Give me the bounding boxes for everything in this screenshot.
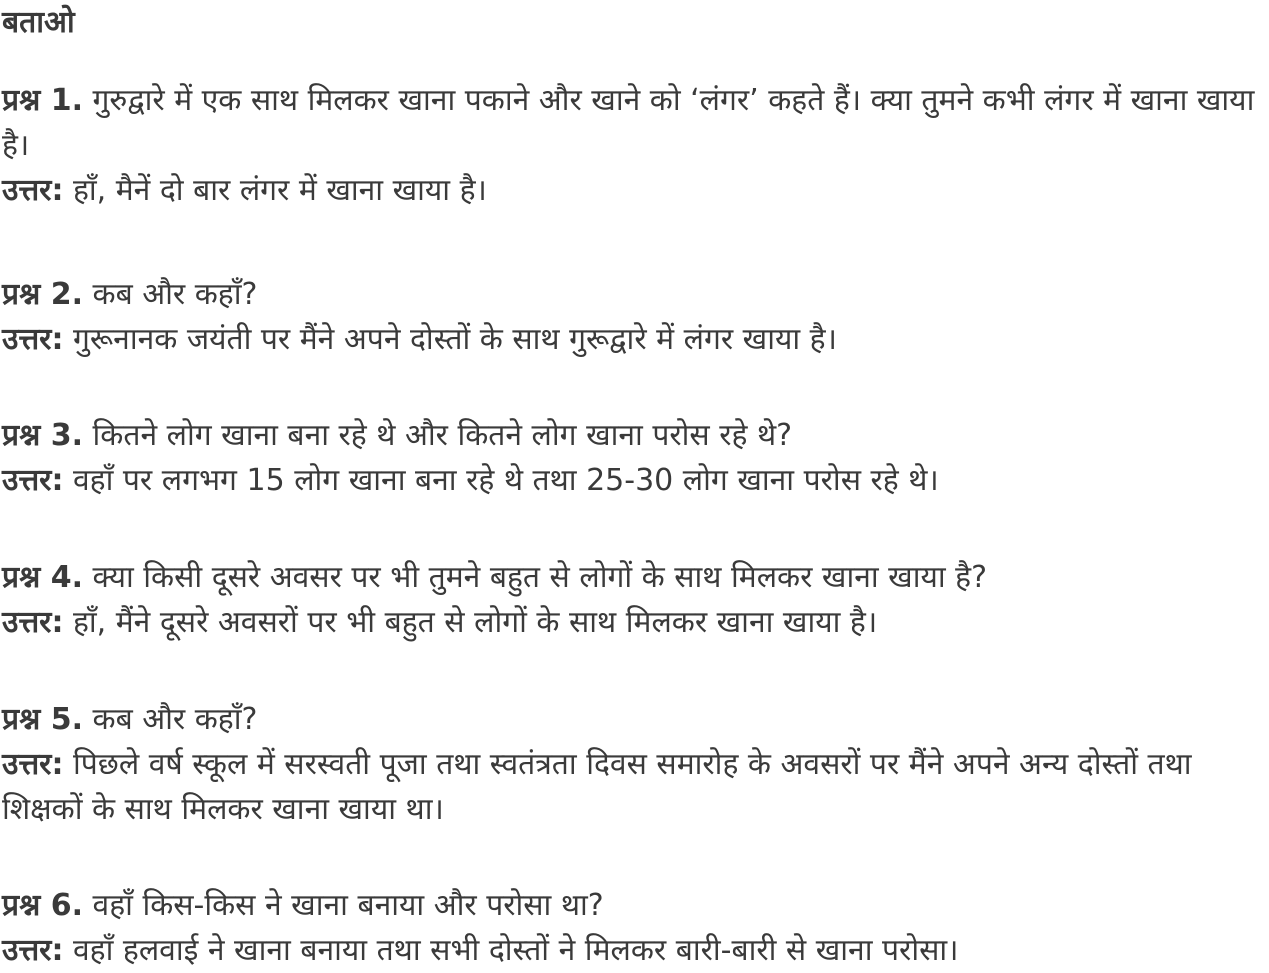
question-label: प्रश्न 1. — [2, 83, 83, 118]
question-label: प्रश्न 3. — [2, 418, 83, 453]
question-label: प्रश्न 4. — [2, 560, 83, 595]
answer-text: हाँ, मैंने दूसरे अवसरों पर भी बहुत से लोगों के साथ मिलकर खाना खाया है। — [63, 605, 878, 640]
answer-text: हाँ, मैनें दो बार लंगर में खाना खाया है। — [63, 173, 487, 208]
answer-label: उत्तर: — [2, 747, 64, 782]
question-4 — [2, 555, 1269, 600]
question-3 — [2, 413, 1269, 458]
answer-text: वहाँ पर लगभग 15 लोग खाना बना रहे थे तथा 25-30 लोग खाना परोस रहे थे। — [63, 463, 939, 498]
answer-label: उत्तर: — [2, 605, 64, 640]
answer-1 — [2, 168, 1269, 213]
question-5 — [2, 697, 1269, 742]
question-label: प्रश्न 2. — [2, 277, 83, 312]
answer-label: उत्तर: — [2, 322, 64, 357]
answer-3 — [2, 458, 1269, 503]
question-text: कब और कहाँ? — [83, 702, 258, 737]
answer-text: गुरूनानक जयंती पर मैंने अपने दोस्तों के साथ गुरूद्वारे में लंगर खाया है। — [63, 322, 837, 357]
question-label: प्रश्न 6. — [2, 888, 83, 923]
qa-item-2 — [2, 272, 1269, 362]
answer-5 — [2, 742, 1269, 832]
question-6 — [2, 883, 1269, 928]
qa-item-6 — [2, 883, 1269, 973]
answer-2 — [2, 317, 1269, 362]
qa-item-3 — [2, 413, 1269, 503]
question-text: क्या किसी दूसरे अवसर पर भी तुमने बहुत से लोगों के साथ मिलकर खाना खाया है? — [83, 560, 988, 595]
page-heading: बताओ — [2, 5, 75, 40]
question-2 — [2, 272, 1269, 317]
answer-label: उत्तर: — [2, 463, 64, 498]
question-1 — [2, 78, 1269, 168]
question-label: प्रश्न 5. — [2, 702, 83, 737]
question-text: गुरुद्वारे में एक साथ मिलकर खाना पकाने और खाने को ‘लंगर’ कहते हैं। क्या तुमने कभी लंगर में खाना खाया है। — [2, 83, 1255, 163]
answer-text: पिछले वर्ष स्कूल में सरस्वती पूजा तथा स्वतंत्रता दिवस समारोह के अवसरों पर मैंने अपने अन्य दोस्तों तथा शिक्षकों के साथ मिलकर खाना खाया था। — [2, 747, 1192, 827]
answer-label: उत्तर: — [2, 173, 64, 208]
answer-text: वहाँ हलवाई ने खाना बनाया तथा सभी दोस्तों ने मिलकर बारी-बारी से खाना परोसा। — [63, 933, 959, 968]
answer-4 — [2, 600, 1269, 645]
question-text: कितने लोग खाना बना रहे थे और कितने लोग खाना परोस रहे थे? — [83, 418, 793, 453]
answer-6 — [2, 928, 1269, 973]
qa-item-1 — [2, 78, 1269, 213]
qa-item-5 — [2, 697, 1269, 832]
qa-item-4 — [2, 555, 1269, 645]
answer-label: उत्तर: — [2, 933, 64, 968]
question-text: वहाँ किस-किस ने खाना बनाया और परोसा था? — [83, 888, 604, 923]
question-text: कब और कहाँ? — [83, 277, 258, 312]
